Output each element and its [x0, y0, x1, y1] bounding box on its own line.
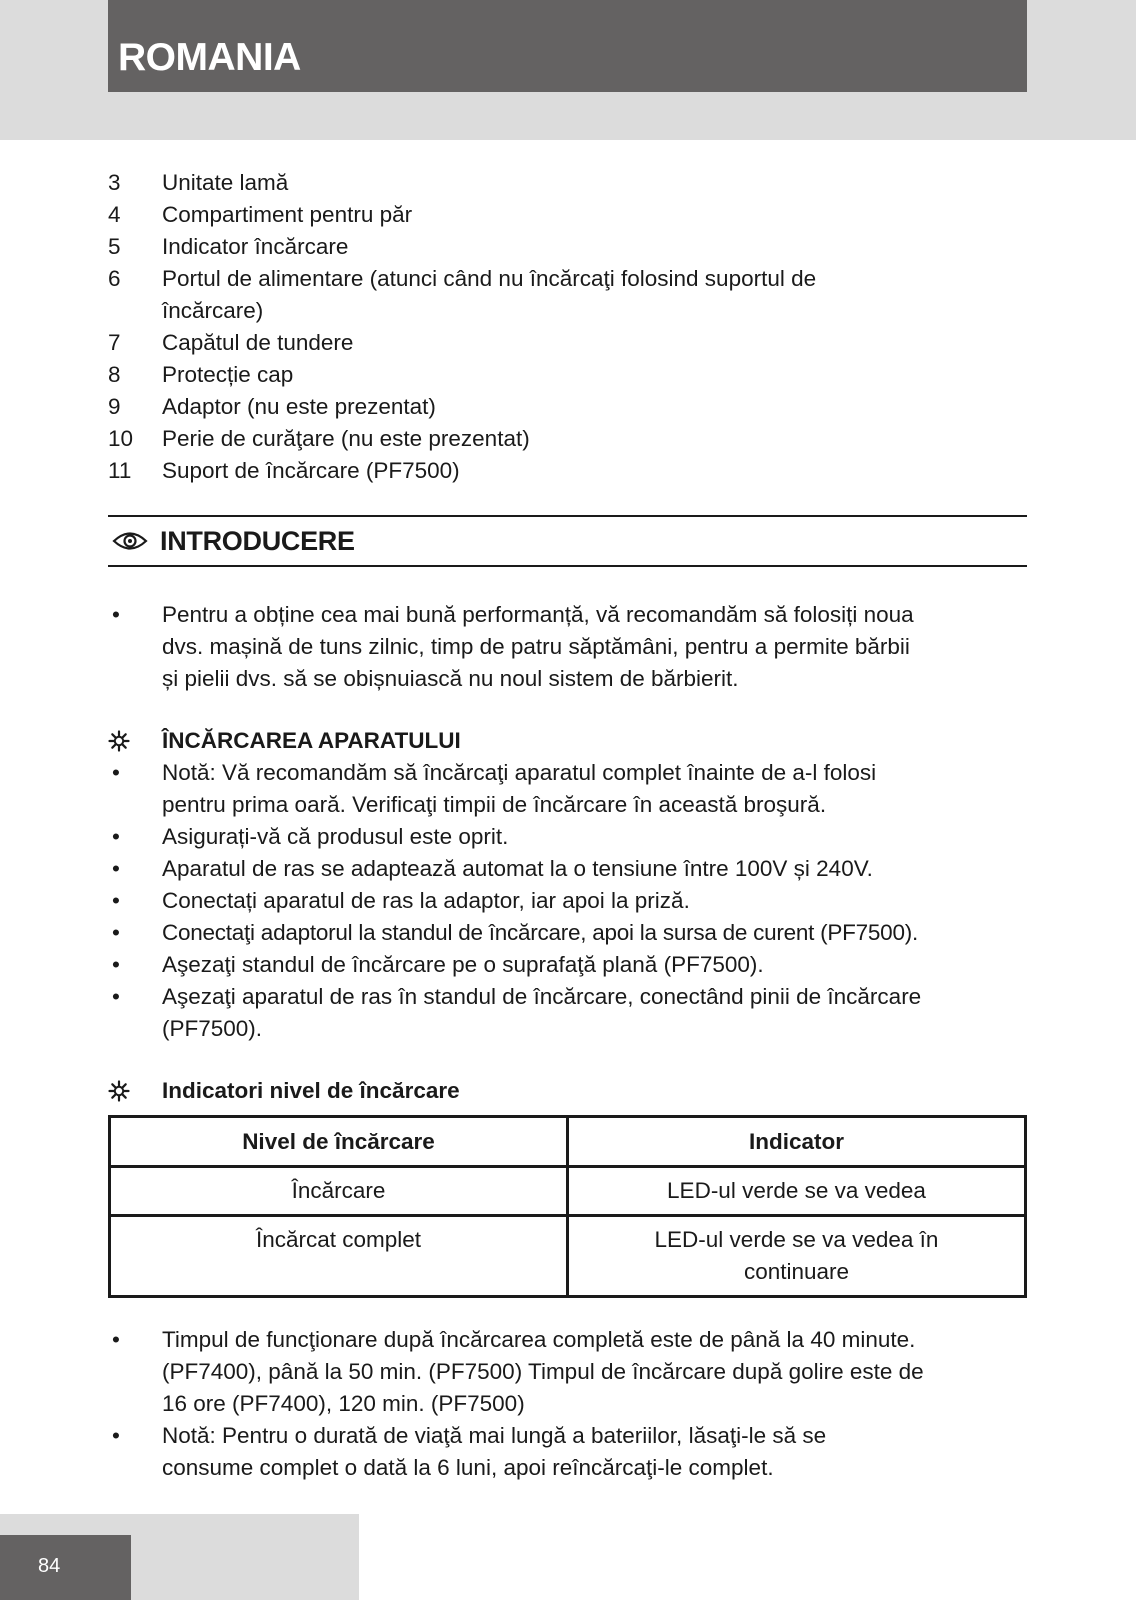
bullet-glyph: • [112, 602, 120, 627]
item-number: 11 [108, 458, 132, 483]
star-icon [108, 730, 162, 752]
item-text: Unitate lamă [162, 170, 289, 195]
bullet-line: și pielii dvs. să se obișnuiască nu noul sistem de bărbierit. [162, 666, 739, 691]
bullet-glyph: • [112, 1423, 120, 1448]
header-title-bar [108, 0, 1027, 92]
item-number: 10 [108, 426, 134, 451]
item-number: 3 [108, 170, 121, 195]
section-header-intro [108, 515, 1027, 567]
bullet-line: Notă: Vă recomandăm să încărcaţi aparatul complet înainte de a-l folosi [162, 760, 877, 785]
item-text: Perie de curăţare (nu este prezentat) [162, 426, 530, 451]
item-text: Indicator încărcare [162, 234, 349, 259]
cell-line: LED-ul verde se va vedea [667, 1178, 926, 1203]
list-item [108, 455, 1027, 487]
bullet-item [108, 853, 1027, 885]
table-row [110, 1167, 1026, 1216]
table-cell [568, 1167, 1026, 1216]
bullet-line: (PF7500). [162, 1016, 263, 1041]
table-cell [568, 1216, 1026, 1297]
bullet-item [108, 757, 1027, 821]
page-number-box [0, 1535, 131, 1600]
item-number: 6 [108, 266, 121, 291]
page-number: 84 [38, 1555, 61, 1577]
list-item [108, 327, 1027, 359]
bullet-glyph: • [112, 856, 120, 881]
table-cell: Încărcare [110, 1167, 568, 1216]
bullet-line: Pentru a obține cea mai bună performanță, vă recomandăm să folosiți noua [162, 602, 914, 627]
bullet-glyph: • [112, 984, 120, 1009]
star-icon [108, 1080, 162, 1102]
subsection-header-indicators [108, 1075, 1027, 1107]
list-item [108, 423, 1027, 455]
subsection-title: ÎNCĂRCAREA APARATULUI [162, 728, 461, 753]
bullet-glyph: • [112, 920, 120, 945]
table-cell: Încărcat complet [110, 1216, 568, 1297]
bullet-line: Timpul de funcţionare după încărcarea completă este de până la 40 minute. [162, 1327, 916, 1352]
list-item [108, 167, 1027, 199]
bullet-line: Asigurați-vă că produsul este oprit. [162, 824, 509, 849]
bullet-item [108, 885, 1027, 917]
item-number: 8 [108, 362, 121, 387]
column-header: Indicator [568, 1117, 1026, 1167]
bullet-line: pentru prima oară. Verificaţi timpii de încărcare în această broşură. [162, 792, 827, 817]
bullet-line: Aparatul de ras se adaptează automat la o tensiune între 100V și 240V. [162, 856, 873, 881]
table-row [110, 1216, 1026, 1297]
bullet-item [108, 917, 1027, 949]
bullet-item [108, 1324, 1027, 1420]
item-number: 5 [108, 234, 121, 259]
list-item [108, 391, 1027, 423]
item-text: Portul de alimentare (atunci când nu încărcaţi folosind suportul de [162, 266, 817, 291]
bullet-line: (PF7400), până la 50 min. (PF7500) Timpul de încărcare după golire este de [162, 1359, 924, 1384]
item-text: încărcare) [162, 298, 264, 323]
bullet-item [108, 1420, 1027, 1484]
bullet-line: Aşezaţi standul de încărcare pe o suprafaţă plană (PF7500). [162, 952, 764, 977]
list-item [108, 359, 1027, 391]
bullet-line: Aşezaţi aparatul de ras în standul de încărcare, conectând pinii de încărcare [162, 984, 922, 1009]
subsection-title: Indicatori nivel de încărcare [162, 1078, 460, 1103]
bullet-item [108, 949, 1027, 981]
eye-icon [112, 530, 148, 552]
item-number: 9 [108, 394, 121, 419]
bullet-item [108, 821, 1027, 853]
bullet-item [108, 599, 1027, 695]
bullet-line: Conectaţi adaptorul la standul de încărcare, apoi la sursa de curent (PF7500). [162, 920, 918, 945]
item-text: Protecție cap [162, 362, 294, 387]
item-text: Adaptor (nu este prezentat) [162, 394, 436, 419]
bullet-glyph: • [112, 952, 120, 977]
column-header: Nivel de încărcare [110, 1117, 568, 1167]
list-item [108, 199, 1027, 231]
charging-bullets [108, 757, 1027, 1045]
charge-level-table [108, 1115, 1027, 1298]
bullet-line: Notă: Pentru o durată de viaţă mai lungă a bateriilor, lăsaţi-le să se [162, 1423, 827, 1448]
bullet-glyph: • [112, 760, 120, 785]
subsection-header-charging [108, 725, 1027, 757]
intro-bullets [108, 599, 1027, 695]
item-number: 4 [108, 202, 121, 227]
bullet-glyph: • [112, 888, 120, 913]
cell-line: continuare [743, 1259, 850, 1284]
list-item [108, 263, 1027, 295]
table-header-row [110, 1117, 1026, 1167]
list-item [108, 231, 1027, 263]
list-item-continuation [108, 295, 1027, 327]
bullet-line: Conectați aparatul de ras la adaptor, iar apoi la priză. [162, 888, 690, 913]
bullet-line: 16 ore (PF7400), 120 min. (PF7500) [162, 1391, 525, 1416]
parts-list [108, 167, 1027, 487]
section-title: INTRODUCERE [160, 526, 355, 556]
bullet-item [108, 981, 1027, 1045]
bullet-line: consume complet o dată la 6 luni, apoi reîncărcaţi-le complet. [162, 1455, 774, 1480]
runtime-bullets [108, 1324, 1027, 1484]
item-text: Suport de încărcare (PF7500) [162, 458, 460, 483]
item-text: Capătul de tundere [162, 330, 354, 355]
bullet-glyph: • [112, 1327, 120, 1352]
page-title: ROMANIA [118, 36, 301, 79]
main-content [108, 167, 1027, 1484]
cell-line: LED-ul verde se va vedea în [654, 1227, 939, 1252]
bullet-line: dvs. mașină de tuns zilnic, timp de patru săptămâni, pentru a permite bărbii [162, 634, 910, 659]
item-number: 7 [108, 330, 121, 355]
item-text: Compartiment pentru păr [162, 202, 413, 227]
bullet-glyph: • [112, 824, 120, 849]
